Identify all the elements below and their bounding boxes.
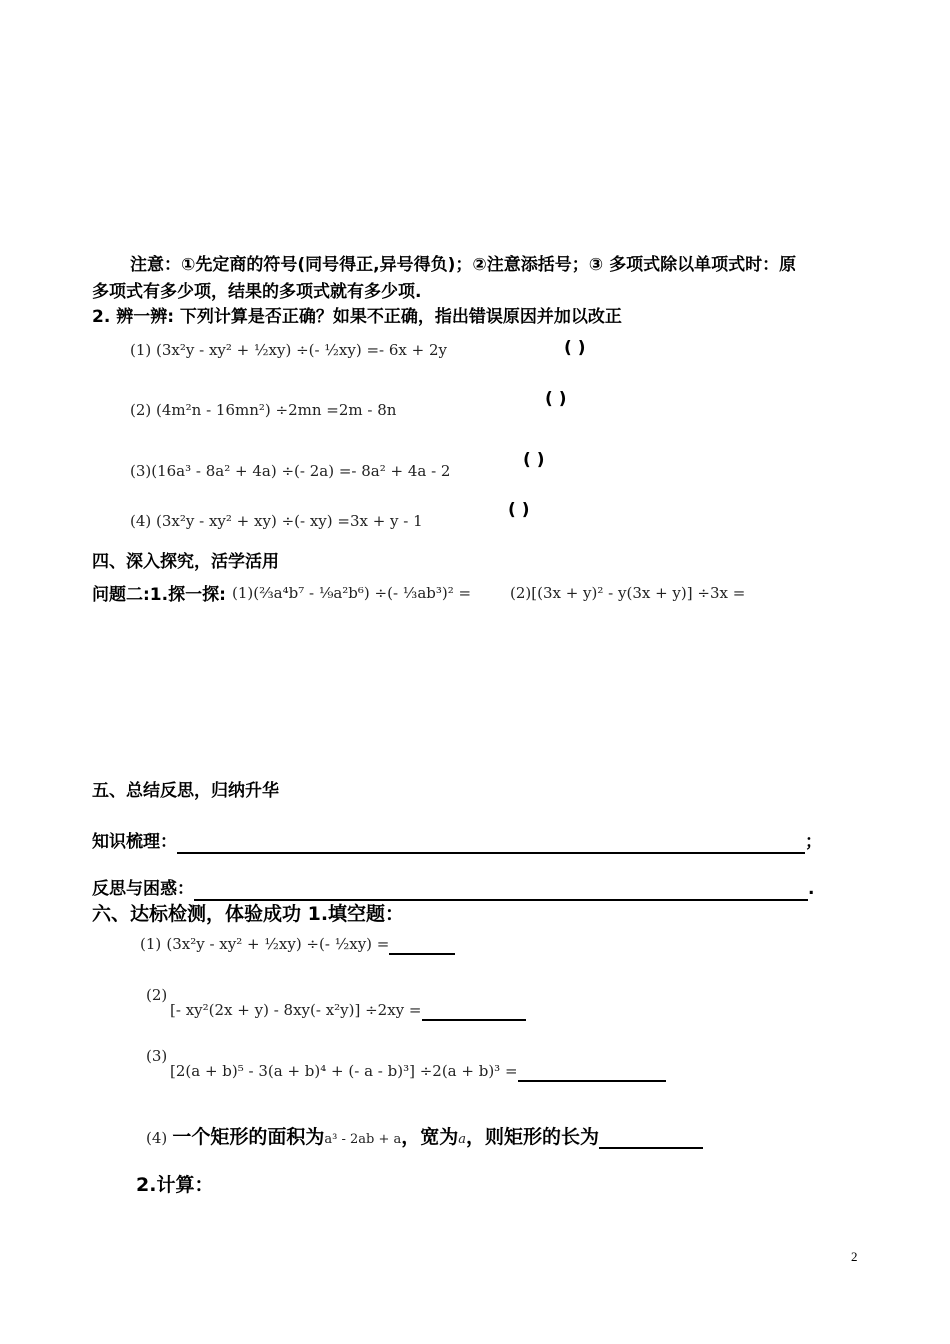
fill-item-4-area: a³ - 2ab + a — [324, 1132, 402, 1147]
fill-item-4 — [146, 1122, 703, 1149]
note-line-1: 注意：①先定商的符号(同号得正,异号得负)；②注意添括号；③ 多项式除以单项式时：原 — [130, 255, 797, 275]
fill-item-2-expr: [- xy²(2x + y) - 8xy(- x²y)] ÷2xy = — [170, 1001, 422, 1019]
judge-item-4-paren: ( ) — [508, 500, 530, 520]
judge-item-3-expr: (3)(16a³ - 8a² + 4a) ÷(- 2a) =- 8a² + 4a - 2 — [130, 462, 451, 480]
reflect-label: 反思与困惑： — [92, 879, 194, 899]
section-5-heading: 五、总结反思，归纳升华 — [92, 781, 279, 801]
judge-heading: 2. 辨一辨: 下列计算是否正确？如果不正确，指出错误原因并加以改正 — [92, 307, 622, 327]
fill-item-1 — [140, 934, 455, 955]
section-6-heading: 六、达标检测，体验成功 1.填空题： — [92, 903, 405, 925]
page-number: 2 — [851, 1249, 858, 1264]
fill-item-2 — [170, 1000, 526, 1021]
note-line-2: 多项式有多少项，结果的多项式就有多少项. — [92, 282, 422, 302]
knowledge-label: 知识梳理： — [92, 832, 177, 852]
fill-item-2-label: (2) — [146, 986, 168, 1004]
reflect-end: . — [808, 879, 815, 899]
fill-item-4-text-a: 一个矩形的面积为 — [172, 1126, 325, 1148]
explore-expr-2: (2)[(3x + y)² - y(3x + y)] ÷3x = — [510, 584, 746, 602]
judge-item-1-paren: ( ) — [564, 338, 586, 358]
section-4-heading: 四、深入探究，活学活用 — [92, 552, 279, 572]
fill-item-4-text-c: ，则矩形的长为 — [466, 1126, 600, 1148]
reflect-row — [92, 874, 814, 901]
judge-item-4-expr: (4) (3x²y - xy² + xy) ÷(- xy) =3x + y - 1 — [130, 512, 423, 530]
fill-item-4-blank[interactable] — [599, 1128, 703, 1149]
problem-2-label: 问题二:1.探一探: — [92, 585, 226, 605]
explore-expr-1: (1)(⅔a⁴b⁷ - ⅑a²b⁶) ÷(- ⅓ab³)² = — [232, 584, 472, 602]
knowledge-blank[interactable] — [177, 832, 805, 854]
judge-item-2-expr: (2) (4m²n - 16mn²) ÷2mn =2m - 8n — [130, 401, 397, 419]
fill-item-3-label: (3) — [146, 1047, 168, 1065]
fill-item-4-label: (4) — [146, 1129, 168, 1147]
calc-heading: 2.计算： — [136, 1174, 214, 1196]
judge-item-2-paren: ( ) — [545, 389, 567, 409]
fill-item-3-blank[interactable] — [518, 1061, 666, 1082]
fill-item-3 — [170, 1061, 666, 1082]
fill-item-4-width: a — [458, 1132, 467, 1147]
fill-item-4-text-b: ，宽为 — [401, 1126, 459, 1148]
fill-item-3-expr: [2(a + b)⁵ - 3(a + b)⁴ + (- a - b)³] ÷2(a + b)³ = — [170, 1062, 518, 1080]
fill-item-1-label: (1) — [140, 935, 162, 953]
knowledge-end: ； — [805, 832, 822, 852]
judge-item-3-paren: ( ) — [523, 450, 545, 470]
fill-item-1-blank[interactable] — [389, 934, 455, 955]
knowledge-row — [92, 827, 822, 854]
judge-item-1-expr: (1) (3x²y - xy² + ½xy) ÷(- ½xy) =- 6x + 2y — [130, 341, 447, 359]
fill-item-1-expr: (3x²y - xy² + ½xy) ÷(- ½xy) = — [166, 935, 390, 953]
fill-item-2-blank[interactable] — [422, 1000, 526, 1021]
reflect-blank[interactable] — [194, 879, 808, 901]
